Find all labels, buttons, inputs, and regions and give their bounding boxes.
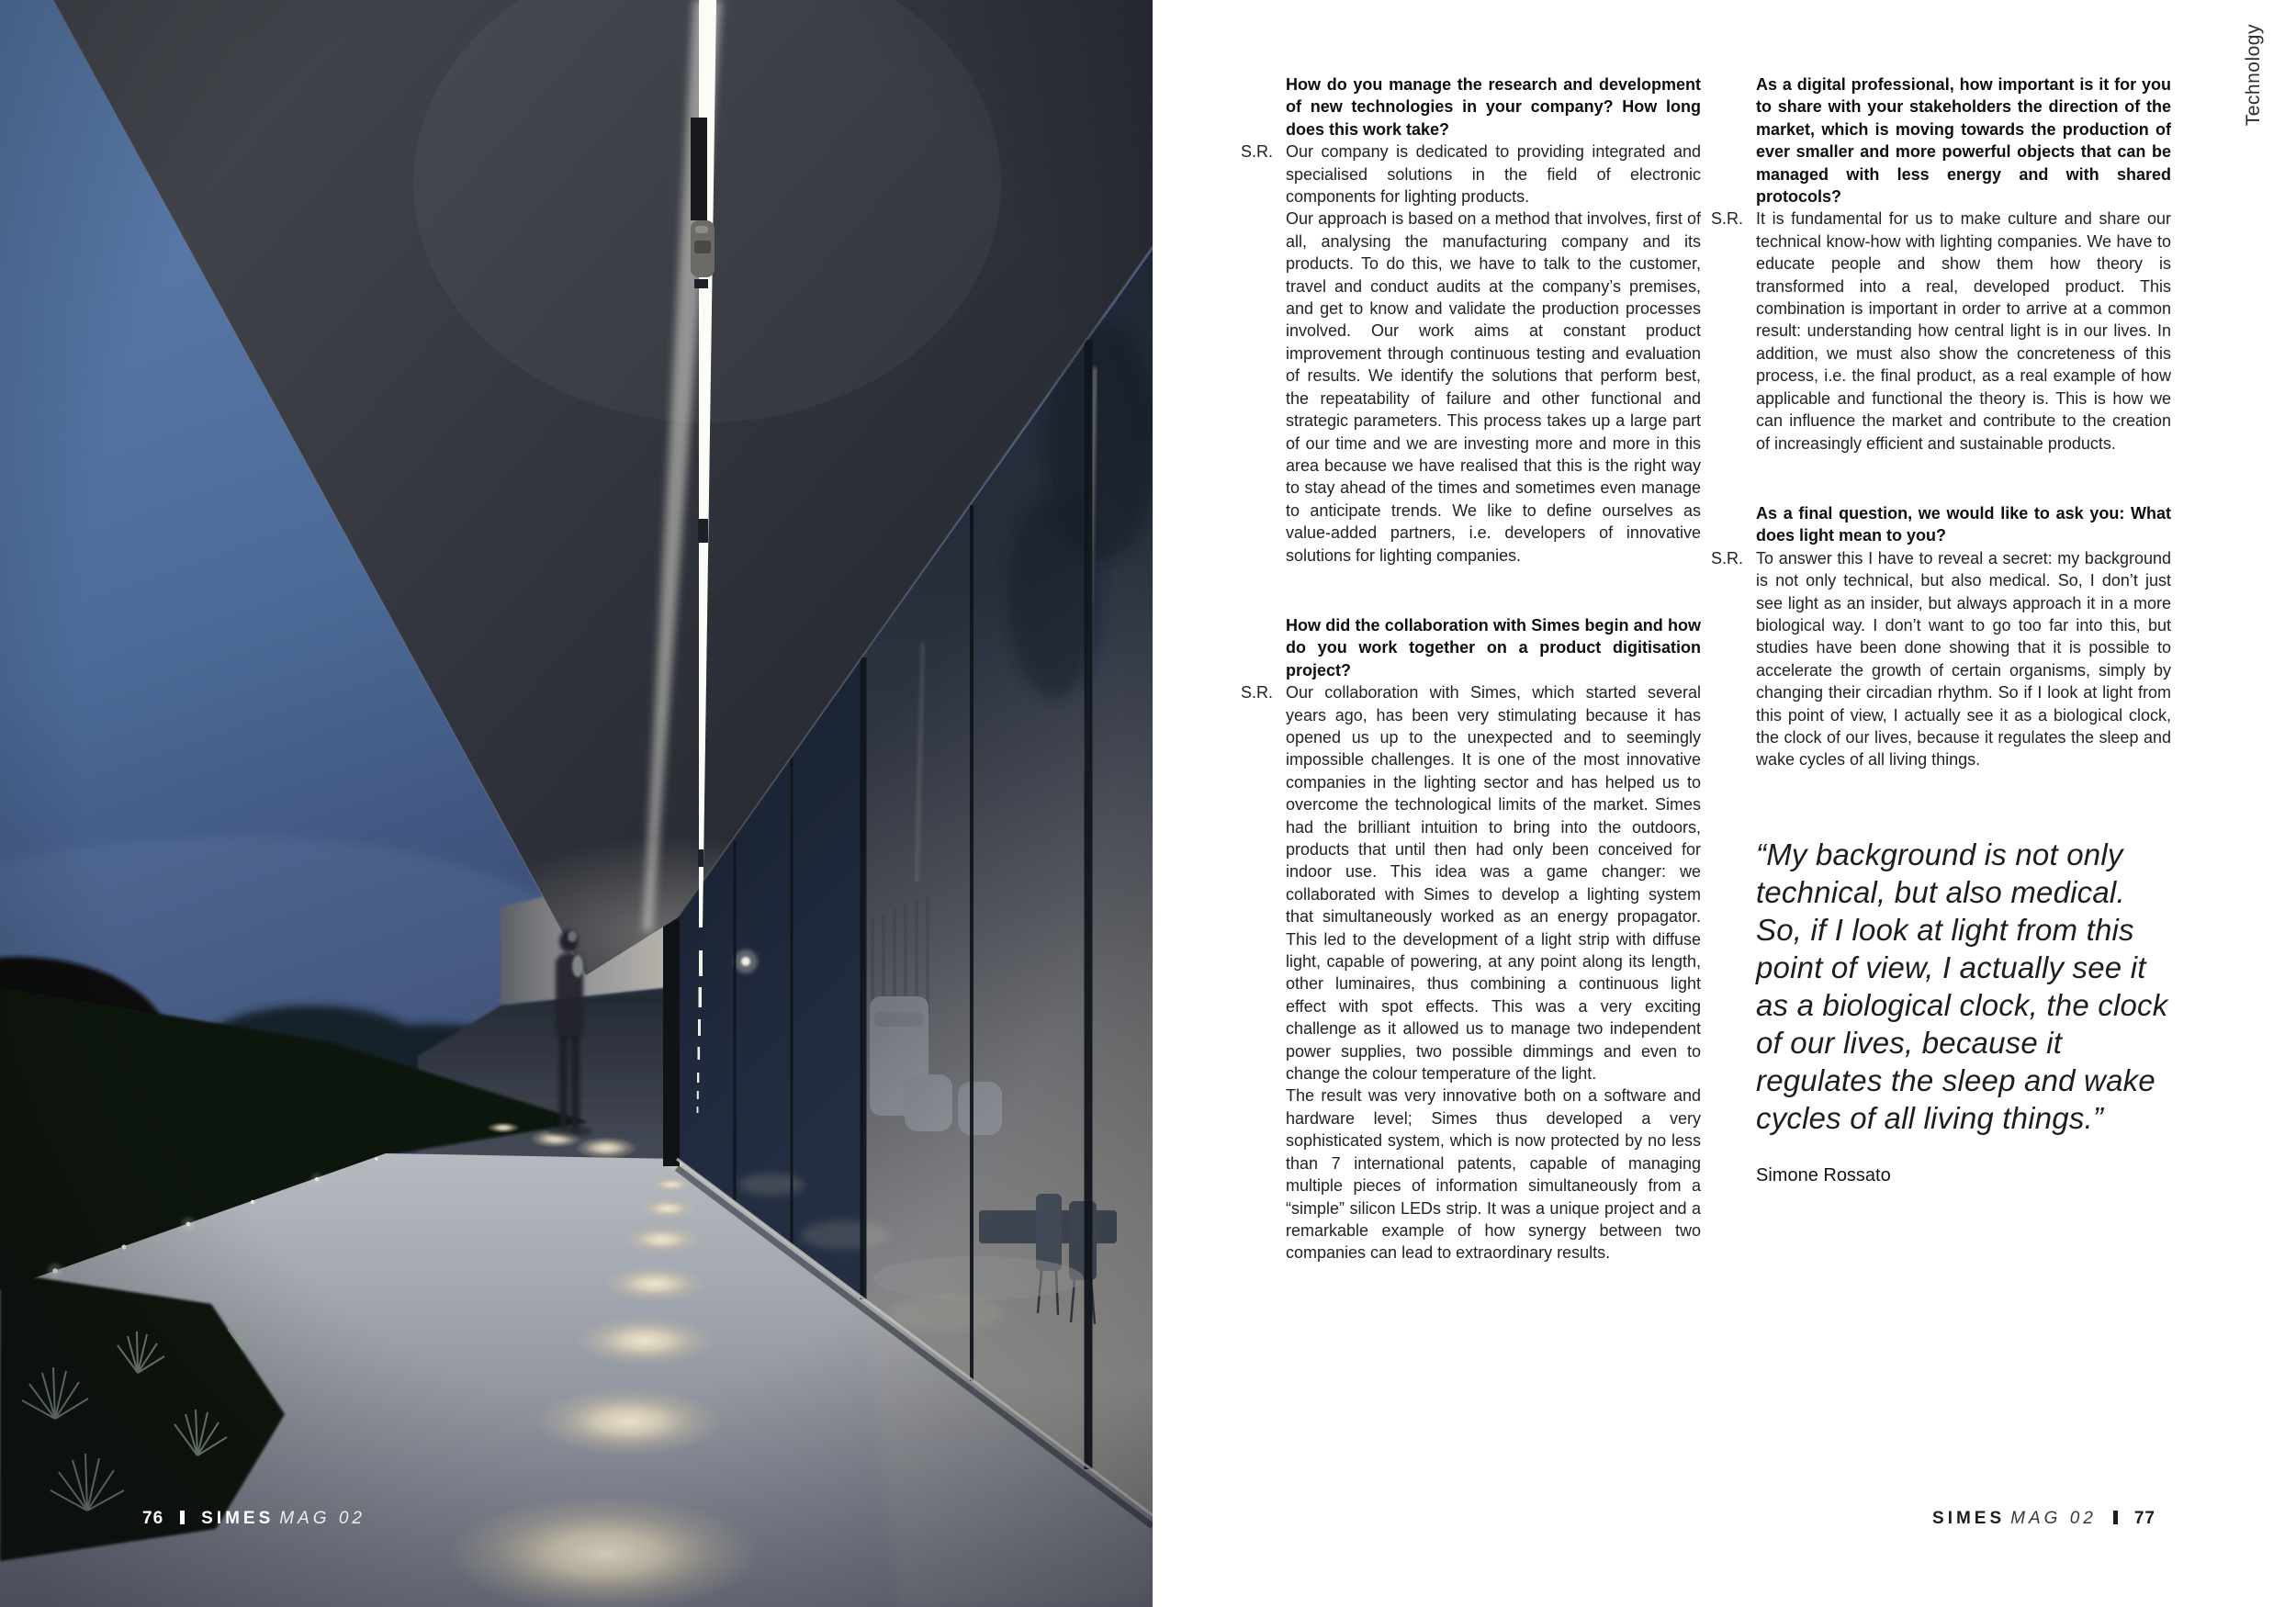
section-label: Technology [2243, 24, 2264, 127]
question-4: As a final question, we would like to ask you: What does light mean to you? [1756, 503, 2171, 545]
column-2 [1711, 73, 2171, 1186]
answer-4 [1711, 547, 2171, 771]
magazine-issue: MAG 02 [2010, 1509, 2097, 1528]
speaker-label: S.R. [1711, 209, 1744, 229]
separator-bar [180, 1511, 185, 1524]
answer-3 [1711, 208, 2171, 454]
page-number-left: 76 [142, 1509, 164, 1528]
speaker-label: S.R. [1711, 548, 1744, 568]
footer-left [142, 1509, 366, 1529]
question-1: How do you manage the research and development of new technologies in your company? How long does this work take? [1286, 75, 1701, 139]
quote-attribution: Simone Rossato [1756, 1164, 1891, 1186]
page-number-right: 77 [2133, 1509, 2155, 1528]
answer-1 [1241, 140, 1701, 567]
answer-3-paragraph: It is fundamental for us to make culture and share our technical know-how with lighting companies. We have to educate people and show them how theory is transformed into a real, developed product. This combination is important in order to arrive at a common result: understanding how central light is in our lives. In addition, we must also show the concreteness of this process, i.e. the final product, as a real example of how applicable and functional the theory is. This is how we can influence the market and contribute to the creation of increasingly efficient and sustainable products. [1756, 209, 2171, 453]
magazine-issue: MAG 02 [279, 1509, 366, 1528]
magazine-brand: SIMES [201, 1509, 275, 1528]
speaker-label: S.R. [1241, 683, 1274, 702]
footer-right [1932, 1509, 2155, 1529]
question-2: How did the collaboration with Simes begin and how do you work together on a product digitisation project? [1286, 615, 1701, 680]
answer-2 [1241, 681, 1701, 1264]
answer-2-paragraph-1: Our collaboration with Simes, which started several years ago, has been very stimulating because it has opened us up to the unexpected and to seemingly impossible challenges. It is one of the most innovative companies in the lighting sector and has helped us to overcome the technological limits of the market. Simes had the brilliant intuition to bring into the outdoors, products that until then had only been conceived for indoor use. This idea was a game changer: we collaborated with Simes to develop a lighting system that simultaneously worked as an energy propagator. This led to the development of a light strip with diffuse light, capable of powering, at any point along its length, other luminaires, thus combining a continuous light effect with spot effects. This was a very exciting challenge as it allowed us to manage two independent power supplies, two possible dimmings and even to change the colour temperature of the light. [1286, 683, 1701, 1084]
answer-1-paragraph-1: Our company is dedicated to providing integrated and specialised solutions in the field of electronic components for lighting products. [1286, 142, 1701, 207]
answer-1-paragraph-2: Our approach is based on a method that involves, first of all, analysing the manufacturing company and its products. To do this, we have to talk to the customer, travel and conduct audits at the company’s premises, and get to know and validate the production processes involved. Our work aims at constant product improvement through continuous testing and evaluation of results. We identify the solutions that perform best, the repeatability of failure and other functional and strategic parameters. This process takes up a large part of our time and we are investing more and more in this area because we have realised that this is the right way to stay ahead of the times and sometimes even manage to anticipate trends. We like to define ourselves as value-added partners, i.e. developers of innovative solutions for lighting companies. [1286, 209, 1701, 565]
pull-quote: “My background is not only technical, but also medical. So, if I look at light from this point of view, I actually see it as a biological clock, the clock of our lives, because it regulates the sleep and wake cycles of all living things.” [1756, 837, 2168, 1135]
separator-bar [2113, 1511, 2118, 1524]
question-3: As a digital professional, how important is it for you to share with your stakeholders the direction of the market, which is moving towards the production of ever smaller and more powerful objects that can be managed with less energy and with shared protocols? [1756, 75, 2171, 207]
magazine-brand: SIMES [1932, 1509, 2006, 1528]
answer-2-paragraph-2: The result was very innovative both on a software and hardware level; Simes thus developed a very sophisticated system, which is now protected by no less than 7 international patents, capable of managing multiple pieces of information simultaneously from a “simple” silicon LEDs strip. It was a unique project and a remarkable example of how synergy between two companies can lead to extraordinary results. [1286, 1086, 1701, 1263]
answer-4-paragraph: To answer this I have to reveal a secret: my background is not only technical, but also medical. So, I don’t just see light as an insider, but always approach it in a more biological way. I don’t want to go too far into this, but studies have been done showing that it is possible to accelerate the growth of certain organisms, simply by changing their circadian rhythm. So if I look at light from this point of view, I actually see it as a biological clock, the clock of our lives, because it regulates the sleep and wake cycles of all living things. [1756, 548, 2171, 770]
column-1 [1241, 73, 1701, 1264]
speaker-label: S.R. [1241, 142, 1274, 162]
